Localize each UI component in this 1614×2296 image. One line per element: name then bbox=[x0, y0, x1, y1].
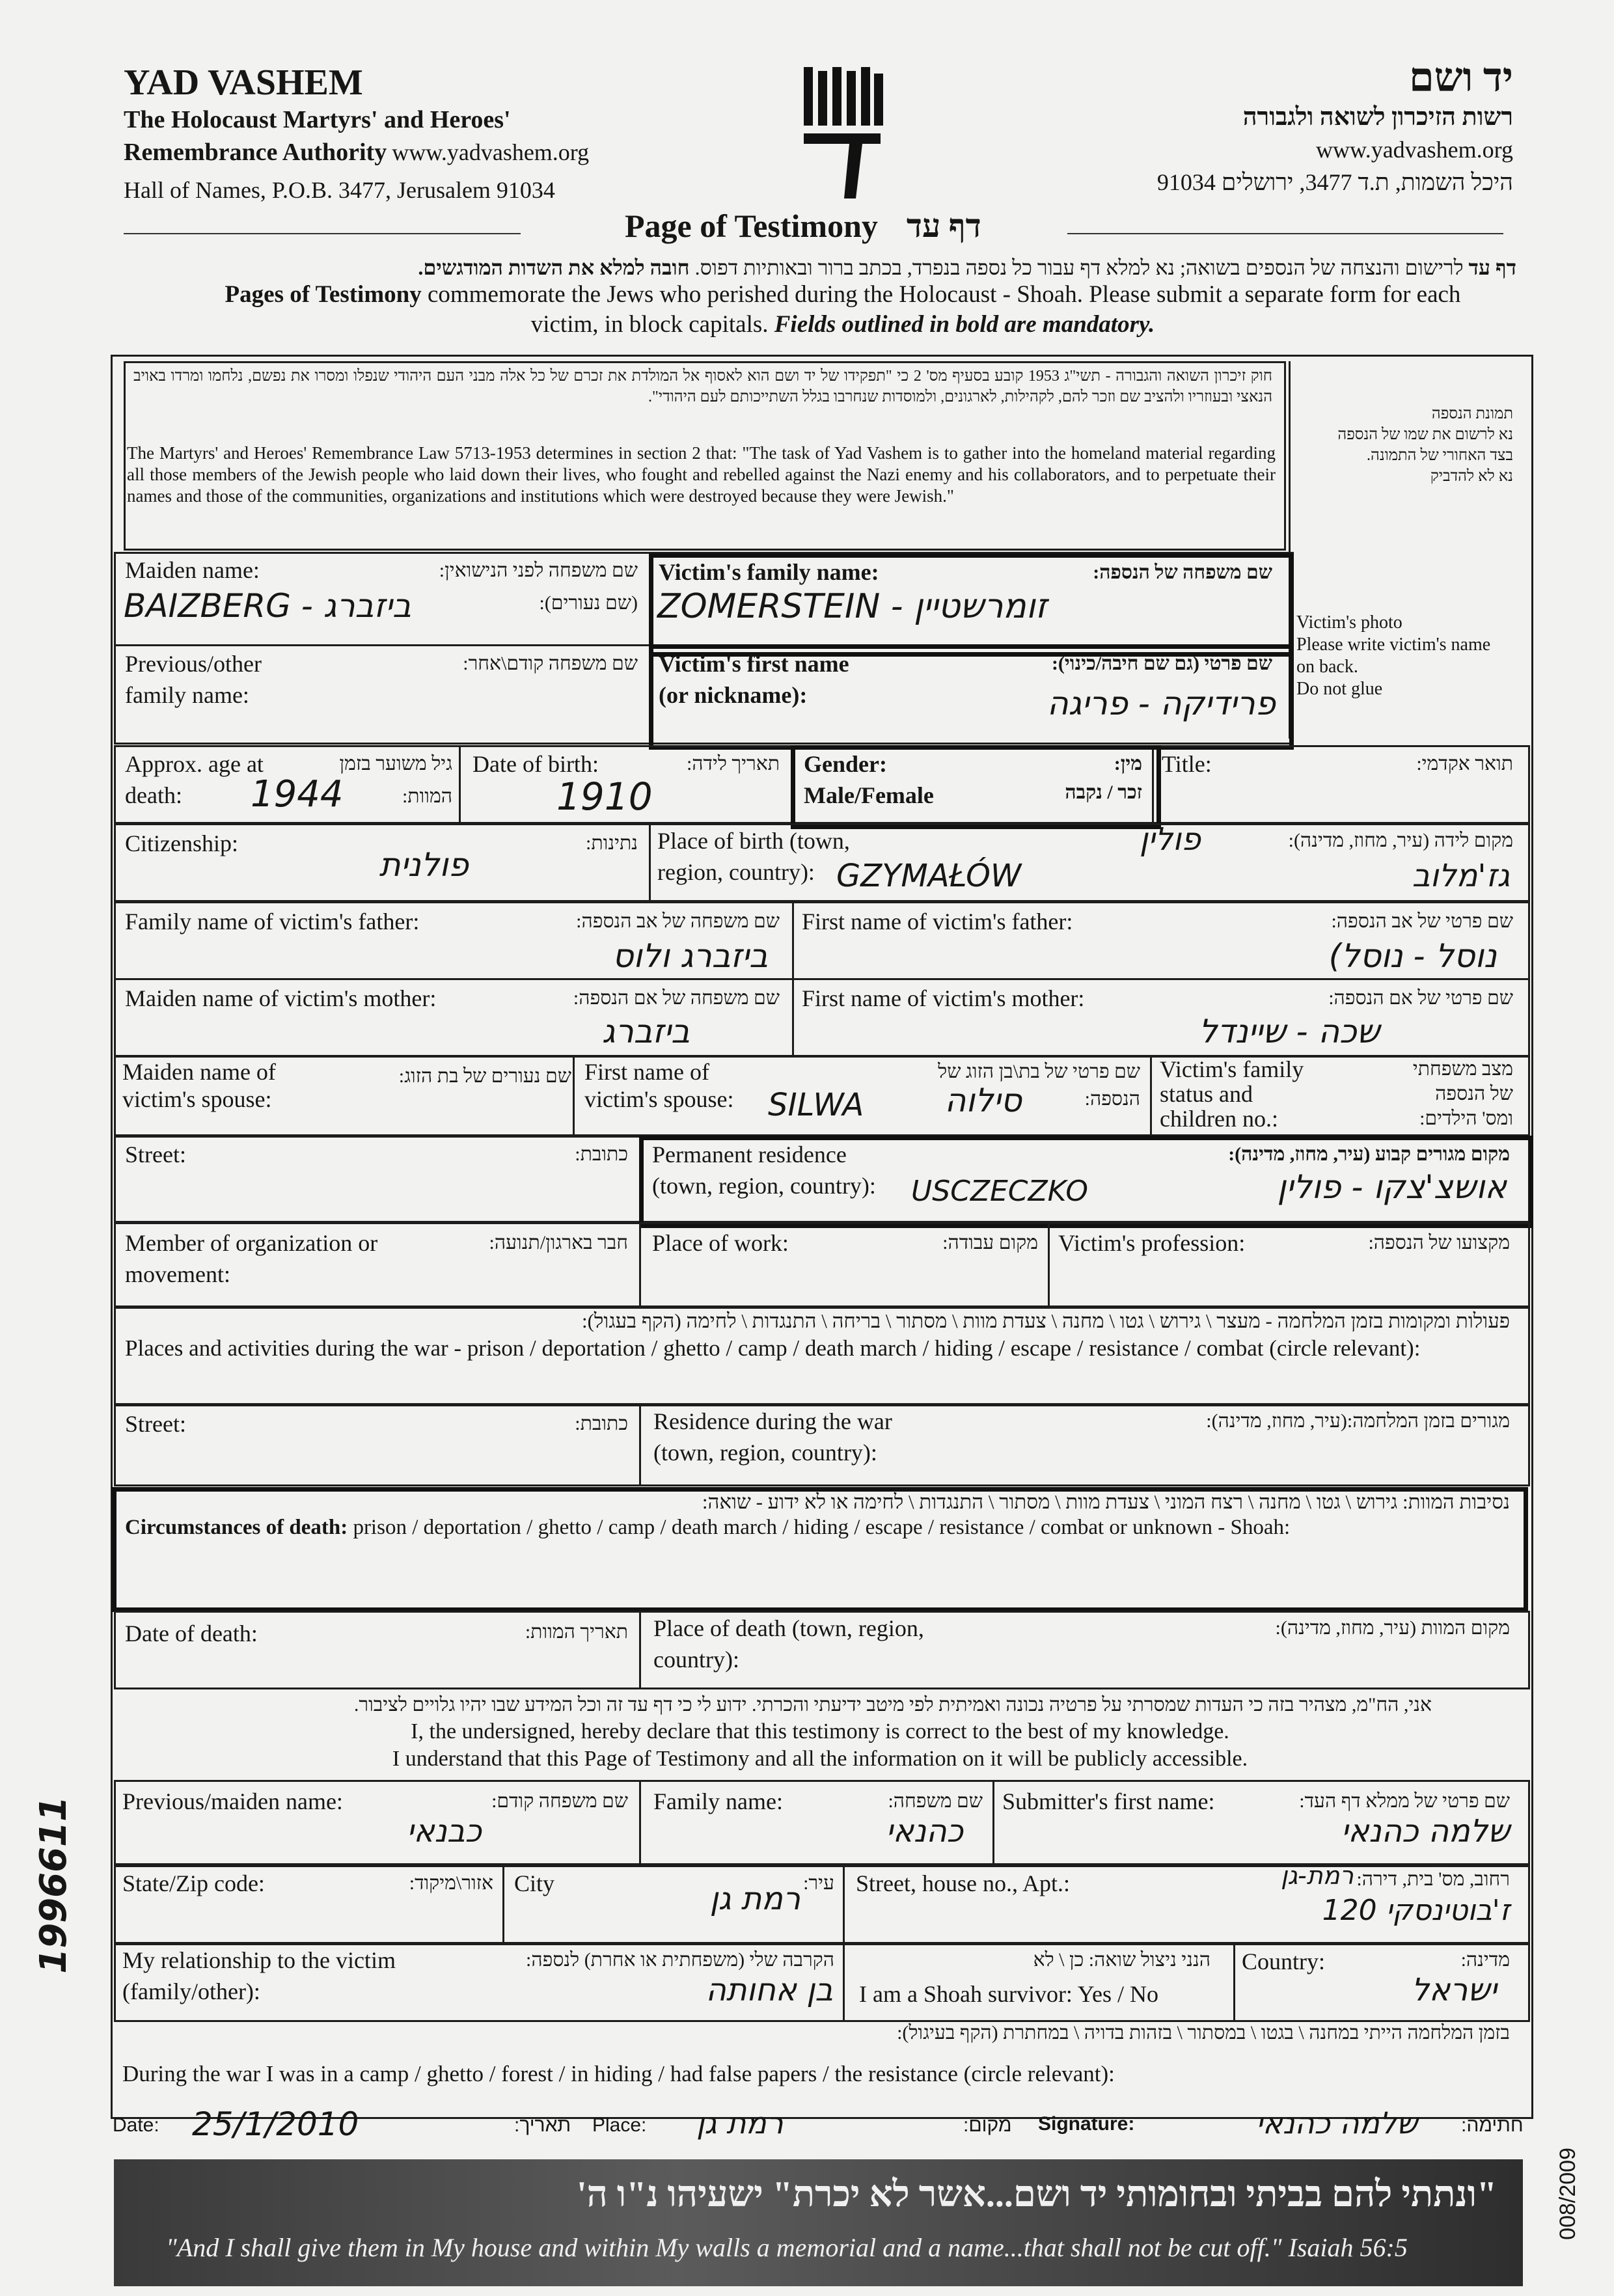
mother-maiden-value[interactable]: ביזברג bbox=[601, 1013, 690, 1050]
victim-first-label: Victim's first name (or nickname): bbox=[659, 651, 849, 708]
law-text-he: חוק זיכרון השואה והגבורה - תשי"ג 1953 קובע בסעיף מס' 2 כי "תפקידו של יד ושם הוא לאסוף אל המולדת את זכרם של כל אלה מבני העם היהודי שנפלו ומסרו את נפשם, נלחמו ומרדו באויב הנאצי ובעוזריו ולהציב שם וזכר להם, לקהילות, לארגונים, ולמוסדות שנחרבו בגלל השתייכותם לעם היהודי". bbox=[133, 368, 1272, 405]
logo bbox=[797, 62, 888, 208]
street-label-he: רחוב, מס' בית, דירה: bbox=[1356, 1868, 1510, 1890]
date-value[interactable]: 25/1/2010 bbox=[192, 2105, 359, 2143]
authority-he: רשות הזיכרון לשואה ולגבורה bbox=[1242, 103, 1513, 131]
state-zip-label-he: אזור\מיקוד: bbox=[409, 1872, 493, 1894]
profession-label: Victim's profession: bbox=[1058, 1230, 1246, 1256]
signature-value[interactable]: שלמה כהנאי bbox=[1256, 2105, 1418, 2140]
war-res-label-he: מגורים בזמן המלחמה:(עיר, מחוז, מדינה): bbox=[1206, 1410, 1510, 1432]
form-title-he: דף עד bbox=[906, 208, 981, 244]
side-number: 1996611 bbox=[33, 1796, 75, 1974]
title-label: Title: bbox=[1162, 751, 1212, 777]
family-status-label: Victim's family status and children no.: bbox=[1160, 1056, 1304, 1132]
authority-line2-en: Remembrance Authority bbox=[124, 139, 387, 166]
family-status-label-he: מצב משפחתי של הנספה ומס' הילדים: bbox=[1412, 1058, 1513, 1129]
dob-label-he: תאריך לידה: bbox=[686, 753, 780, 774]
victim-family-value[interactable]: ZOMERSTEIN - זומרשטיין bbox=[657, 587, 1047, 626]
header-left bbox=[124, 62, 589, 206]
spouse-first-label: First name of victim's spouse: bbox=[584, 1059, 734, 1112]
place-death-label: Place of death (town, region, country): bbox=[653, 1615, 924, 1673]
street-value2[interactable]: רמת-גן bbox=[1281, 1861, 1354, 1890]
profession-label-he: מקצועו של הנספה: bbox=[1368, 1232, 1510, 1253]
maiden-name-label-he: שם משפחה לפני הנישואין: bbox=[439, 560, 638, 581]
city-label: City bbox=[514, 1870, 555, 1896]
survivor-label[interactable]: I am a Shoah survivor: Yes / No bbox=[859, 1981, 1158, 2007]
place-birth-label-he: מקום לידה (עיר, מחוז, מדינה): bbox=[1288, 830, 1513, 851]
yad-vashem-title-he: יד ושם bbox=[1408, 56, 1513, 100]
instructions-en: Pages of Testimony commemorate the Jews who perished during the Holocaust - Shoah. Please submit a separate form for each victim, in block capitals. Fields outlined in bold are mandatory. bbox=[225, 281, 1461, 338]
spouse-maiden-label: Maiden name of victim's spouse: bbox=[122, 1059, 276, 1112]
declaration-en: I, the undersigned, hereby declare that this testimony is correct to the best of my knowledge. I understand that this Page of Testimony and all the information on it will be publicly accessible. bbox=[392, 1719, 1248, 1771]
relationship-label-he: הקרבה שלי (משפחתית או אחרת) לנספה: bbox=[526, 1949, 834, 1971]
date-death-label: Date of death: bbox=[125, 1620, 258, 1647]
dob-label: Date of birth: bbox=[472, 751, 599, 777]
submitter-first-label-he: שם פרטי של ממלא דף העד: bbox=[1299, 1790, 1510, 1812]
circumstances-he: נסיבות המוות: גירוש \ גטו \ מחנה \ רצח המוני \ צעדת מוות \ מסתור \ התנגדות \ לחימה או לא ידוע - שואה: bbox=[702, 1490, 1510, 1513]
address-en: Hall of Names, P.O.B. 3477, Jerusalem 91034 bbox=[124, 177, 555, 203]
form-title: Page of Testimony bbox=[625, 208, 878, 244]
father-family-label: Family name of victim's father: bbox=[125, 909, 420, 935]
declaration-he: אני, הח"מ, מצהיר בזה כי העדות שמסרתי על פרטיה נכונה ואמיתית לפי מיטב ידיעתי והכרתי. ידוע לי כי דף עד זה וכל המידע שבו יהיו גלויים לציבור. bbox=[353, 1694, 1432, 1715]
country-label-he: מדינה: bbox=[1460, 1949, 1510, 1971]
yad-vashem-title-en: YAD VASHEM bbox=[124, 62, 363, 103]
gender-label: Gender: Male/Female bbox=[804, 751, 934, 808]
header-right bbox=[1157, 55, 1513, 198]
place-birth-label: Place of birth (town, region, country): bbox=[657, 828, 850, 885]
age-value[interactable]: 1944 bbox=[251, 773, 344, 815]
mother-first-value[interactable]: שכה - שיינדל bbox=[1199, 1013, 1380, 1050]
previous-family-label: Previous/other family name: bbox=[125, 651, 262, 708]
citizenship-label: Citizenship: bbox=[125, 830, 238, 856]
place-work-label-he: מקום עבודה: bbox=[942, 1232, 1038, 1253]
street2-label-he: כתובת: bbox=[575, 1413, 628, 1434]
photo-instructions-en: Victim's photo Please write victim's name on back. Do not glue bbox=[1296, 612, 1491, 699]
father-family-label-he: שם משפחה של אב הנספה: bbox=[576, 910, 780, 932]
spouse-first-label-he: שם פרטי של בת\בן הזוג של הנספה: bbox=[938, 1061, 1140, 1110]
during-war-he: בזמן המלחמה הייתי במחנה \ בגטו \ במסתור \ בזהות בדויה \ במחתרת (הקף בעיגול): bbox=[897, 2022, 1510, 2043]
country-value[interactable]: ישראל bbox=[1411, 1972, 1497, 2008]
street1-label-he: כתובת: bbox=[575, 1143, 628, 1165]
place-value[interactable]: רמת גן bbox=[696, 2105, 784, 2140]
title-label-he: תואר אקדמי: bbox=[1416, 753, 1513, 774]
citizenship-value[interactable]: פולנית bbox=[379, 846, 469, 884]
place-label-he: מקום: bbox=[963, 2114, 1012, 2136]
victim-first-value[interactable]: פרידיקה - פריגה bbox=[1047, 685, 1276, 722]
instructions-he: דף עד לרישום והנצחה של הנספים בשואה; נא למלא דף עבור כל נספה בנפרד, בכתב ברור ובאותיות דפוס. חובה למלא את השדות המודגשים. bbox=[418, 256, 1516, 279]
spouse-maiden-label-he: שם נעורים של בת הזוג: bbox=[398, 1065, 571, 1087]
survivor-label-he: הנני ניצול שואה: כן \ לא bbox=[1033, 1949, 1210, 1971]
state-zip-label: State/Zip code: bbox=[122, 1870, 265, 1896]
during-war-en: During the war I was in a camp / ghetto / forest / in hiding / had false papers / the resistance (circle relevant): bbox=[122, 2061, 1115, 2086]
spouse-first-value-he[interactable]: סילוה bbox=[944, 1082, 1022, 1119]
relationship-value[interactable]: בן אחותה bbox=[705, 1972, 833, 2008]
age-label-he: גיל משוער בזמן המוות: bbox=[339, 753, 452, 807]
yad-vashem-logo-icon bbox=[797, 62, 888, 205]
street2-label: Street: bbox=[125, 1411, 186, 1437]
prev-maiden-value[interactable]: כבנאי bbox=[406, 1813, 482, 1850]
victim-first-label-he: שם פרטי (גם שם חיבה/כינוי): bbox=[1051, 653, 1272, 674]
activities-he: פעולות ומקומות בזמן המלחמה - מעצר \ גירוש \ גטו \ מחנה \ צעדת מוות \ מסתור \ בריחה \ התנגדות \ לחימה (הקף בעגול): bbox=[582, 1309, 1510, 1332]
date-death-label-he: תאריך המוות: bbox=[525, 1621, 628, 1643]
law-text-en: The Martyrs' and Heroes' Remembrance Law 5713-1953 determines in section 2 that: "The task of Yad Vashem is to gather into the homeland material regarding all those members of the Jewish people who laid down their lives, who fought and rebelled against the Nazi enemy and his collaborators, and to perpetuate their names and those of the communities, organizations and institutions which were destroyed because they were Jewish." bbox=[127, 443, 1276, 506]
prev-maiden-label-he: שם משפחה קודם: bbox=[491, 1790, 628, 1812]
dob-value[interactable]: 1910 bbox=[556, 774, 653, 819]
maiden-name-label: Maiden name: bbox=[125, 557, 260, 583]
place-birth-value-he2[interactable]: גז'מלוב bbox=[1412, 858, 1510, 894]
prev-maiden-label: Previous/maiden name: bbox=[122, 1788, 343, 1814]
place-label: Place: bbox=[592, 2114, 647, 2136]
submitter-family-label-he: שם משפחה: bbox=[888, 1790, 983, 1812]
photo-instructions-he: תמונת הנספה נא לרשום את שמו של הנספה בצד האחורי של התמונה. נא לא להדביק bbox=[1337, 405, 1513, 485]
maiden-name-label-he2: (שם נעורים): bbox=[539, 592, 638, 614]
spouse-first-value[interactable]: SILWA bbox=[768, 1087, 864, 1123]
country-label: Country: bbox=[1242, 1948, 1326, 1975]
submitter-family-label: Family name: bbox=[653, 1788, 783, 1814]
street-label: Street, house no., Apt.: bbox=[856, 1870, 1070, 1896]
age-label: Approx. age at death: bbox=[125, 751, 264, 808]
city-value[interactable]: רמת גן bbox=[709, 1881, 800, 1917]
perm-res-value[interactable]: USCZECZKO bbox=[911, 1175, 1088, 1208]
member-org-label: Member of organization or movement: bbox=[125, 1230, 378, 1287]
perm-res-label: Permanent residence (town, region, country): bbox=[652, 1141, 876, 1199]
mother-maiden-label-he: שם משפחה של אם הנספה: bbox=[573, 987, 780, 1009]
father-first-label-he: שם פרטי של אב הנספה: bbox=[1331, 910, 1513, 932]
mother-maiden-label: Maiden name of victim's mother: bbox=[125, 985, 437, 1011]
gender-label-he: מין: זכר / נקבה bbox=[1065, 753, 1142, 803]
place-work-label: Place of work: bbox=[652, 1230, 789, 1256]
victim-family-label: Victim's family name: bbox=[659, 559, 879, 585]
perm-res-value-he[interactable]: אושצ'צקו - פולין bbox=[1277, 1168, 1507, 1206]
street1-label: Street: bbox=[125, 1141, 186, 1168]
father-first-label: First name of victim's father: bbox=[802, 909, 1073, 935]
previous-family-label-he: שם משפחה קודם\אחר: bbox=[463, 653, 638, 674]
place-death-label-he: מקום המוות (עיר, מחוז, מדינה): bbox=[1275, 1617, 1510, 1639]
signature-label-he: חתימה: bbox=[1461, 2114, 1524, 2136]
activities-en: Places and activities during the war - prison / deportation / ghetto / camp / death march / hiding / escape / resistance / combat (circle relevant): bbox=[125, 1335, 1421, 1361]
footer-line bbox=[111, 2105, 1529, 2151]
date-label: Date: bbox=[113, 2114, 159, 2136]
street-value[interactable]: ז'בוטינסקי 120 bbox=[1322, 1894, 1510, 1927]
city-label-he: עיר: bbox=[803, 1872, 834, 1894]
perm-res-label-he: מקום מגורים קבוע (עיר, מחוז, מדינה): bbox=[1228, 1143, 1510, 1165]
place-birth-value[interactable]: GZYMAŁÓW bbox=[836, 858, 1022, 894]
banner-he: "ונתתי להם בביתי ובחומותי יד ושם...אשר לא יכרת" ישעיהו נ"ו ה' bbox=[577, 2174, 1497, 2215]
mother-first-label-he: שם פרטי של אם הנספה: bbox=[1328, 987, 1513, 1009]
relationship-label: My relationship to the victim (family/other): bbox=[122, 1947, 396, 2004]
website-he: www.yadvashem.org bbox=[1316, 137, 1513, 163]
submitter-family-value[interactable]: כהנאי bbox=[886, 1813, 963, 1850]
maiden-name-value[interactable]: BAIZBERG - ביזברג bbox=[124, 587, 411, 625]
war-res-label: Residence during the war (town, region, country): bbox=[653, 1408, 892, 1466]
authority-line1-en: The Holocaust Martyrs' and Heroes' bbox=[124, 106, 511, 133]
victim-family-label-he: שם משפחה של הנספה: bbox=[1093, 562, 1272, 583]
bottom-banner bbox=[114, 2159, 1523, 2286]
banner-en: "And I shall give them in My house and within My walls a memorial and a name...that shall not be cut off." Isaiah 56:5 bbox=[166, 2233, 1408, 2262]
website-en: www.yadvashem.org bbox=[392, 139, 590, 165]
father-family-value[interactable]: ביזברג ולוס bbox=[612, 937, 768, 975]
signature-label: Signature: bbox=[1038, 2113, 1135, 2135]
form-code: 008/2009 bbox=[1555, 2148, 1580, 2240]
member-org-label-he: חבר בארגון/תנועה: bbox=[489, 1232, 628, 1253]
circumstances-en: Circumstances of death: prison / deportation / ghetto / camp / death march / hiding / escape / resistance / combat or unknown - Shoah: bbox=[125, 1516, 1291, 1539]
citizenship-label-he: נתינות: bbox=[586, 832, 638, 854]
date-label-he: תאריך: bbox=[514, 2114, 571, 2136]
place-birth-value-he1[interactable]: פולין bbox=[1139, 821, 1201, 858]
submitter-first-label: Submitter's first name: bbox=[1002, 1788, 1215, 1814]
address-he: היכל השמות, ת.ד 3477, ירושלים 91034 bbox=[1156, 169, 1513, 195]
mother-first-label: First name of victim's mother: bbox=[802, 985, 1085, 1011]
father-first-value[interactable]: נוסל - נוסל) bbox=[1328, 937, 1497, 975]
submitter-first-value[interactable]: שלמה כהנאי bbox=[1341, 1813, 1510, 1850]
